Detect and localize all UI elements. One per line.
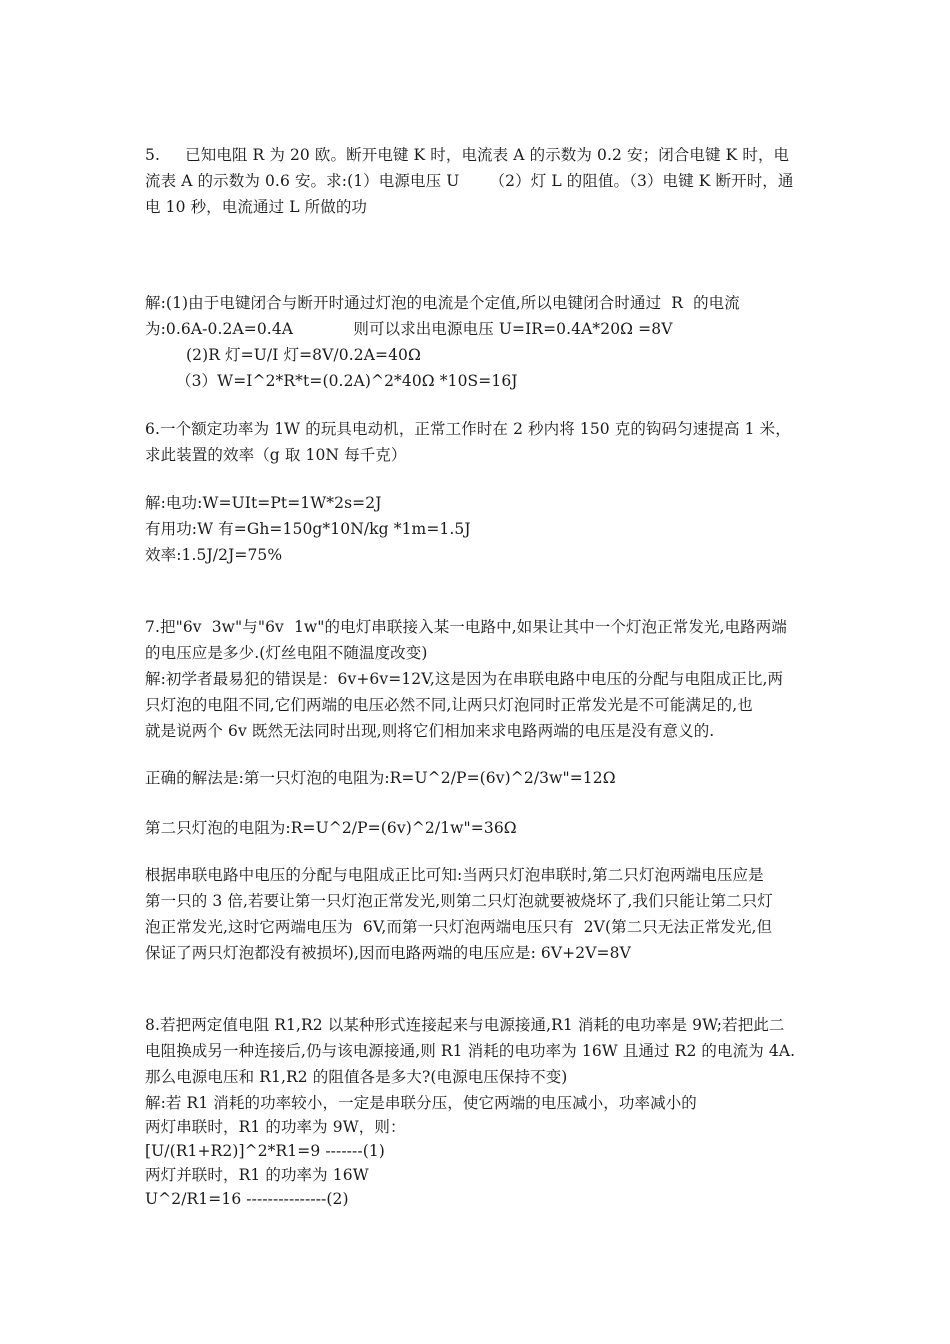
solution-7-line-5: 第二只灯泡的电阻为:R=U^2/P=(6v)^2/1w"=36Ω: [145, 819, 517, 837]
solution-7-line-7: 第一只的 3 倍,若要让第一只灯泡正常发光,则第二只灯泡就要被烧坏了,我们只能让第二只灯: [145, 892, 773, 910]
solution-8-line-5: U^2/R1=16 ---------------(2): [145, 1190, 349, 1208]
solution-7-line-4: 正确的解法是:第一只灯泡的电阻为:R=U^2/P=(6v)^2/3w"=12Ω: [145, 769, 616, 787]
solution-8-line-4: 两灯并联时，R1 的功率为 16W: [145, 1166, 369, 1184]
solution-6-line-3: 效率:1.5J/2J=75%: [145, 546, 283, 564]
problem-5-line-1: 5. 已知电阻 R 为 20 欧。断开电键 K 时，电流表 A 的示数为 0.2 安；闭合电键 K 时，电: [145, 146, 790, 164]
solution-7-line-1: 解:初学者最易犯的错误是：6v+6v=12V,这是因为在串联电路中电压的分配与电阻成正比,两: [145, 670, 784, 688]
problem-5-line-2: 流表 A 的示数为 0.6 安。求:(1）电源电压 U （2）灯 L 的阻值。（3）电键 K 断开时，通: [145, 172, 794, 190]
solution-8-line-3: [U/(R1+R2)]^2*R1=9 -------(1): [145, 1142, 385, 1160]
problem-6-line-1: 6.一个额定功率为 1W 的玩具电动机，正常工作时在 2 秒内将 150 克的钩码匀速提高 1 米，: [145, 420, 791, 438]
solution-7-line-6: 根据串联电路中电压的分配与电阻成正比可知:当两只灯泡串联时,第二只灯泡两端电压应是: [145, 866, 764, 884]
problem-8-line-2: 电阻换成另一种连接后,仍与该电源接通,则 R1 消耗的电功率为 16W 且通过 R2 的电流为 4A.: [145, 1042, 796, 1060]
solution-7-line-8: 泡正常发光,这时它两端电压为 6V,而第一只灯泡两端电压只有 2V(第二只无法正常发光,但: [145, 918, 773, 936]
problem-7-line-2: 的电压应是多少.(灯丝电阻不随温度改变): [145, 644, 428, 662]
problem-5-line-3: 电 10 秒，电流通过 L 所做的功: [145, 198, 368, 216]
solution-6-line-2: 有用功:W 有=Gh=150g*10N/kg *1m=1.5J: [145, 520, 471, 538]
solution-8-line-1: 解:若 R1 消耗的功率较小，一定是串联分压，使它两端的电压减小，功率减小的: [145, 1094, 697, 1112]
solution-5-line-2: 为:0.6A-0.2A=0.4A 则可以求出电源电压 U=IR=0.4A*20Ω =8V: [145, 320, 673, 338]
solution-6-line-1: 解:电功:W=UIt=Pt=1W*2s=2J: [145, 494, 382, 512]
problem-7-line-1: 7.把"6v 3w"与"6v 1w"的电灯串联接入某一电路中,如果让其中一个灯泡正常发光,电路两端: [145, 618, 787, 636]
problem-8-line-1: 8.若把两定值电阻 R1,R2 以某种形式连接起来与电源接通,R1 消耗的电功率是 9W;若把此二: [145, 1016, 785, 1034]
solution-5-line-1: 解:(1)由于电键闭合与断开时通过灯泡的电流是个定值,所以电键闭合时通过 R 的电流: [145, 294, 740, 312]
solution-7-line-2: 只灯泡的电阻不同,它们两端的电压必然不同,让两只灯泡同时正常发光是不可能满足的,也: [145, 696, 753, 714]
problem-6-line-2: 求此装置的效率（g 取 10N 每千克）: [145, 446, 407, 464]
solution-7-line-9: 保证了两只灯泡都没有被损坏),因而电路两端的电压应是: 6V+2V=8V: [145, 944, 631, 962]
problem-8-line-3: 那么电源电压和 R1,R2 的阻值各是多大?(电源电压保持不变): [145, 1068, 568, 1086]
solution-5-line-4: （3）W=I^2*R*t=(0.2A)^2*40Ω *10S=16J: [176, 372, 518, 390]
solution-8-line-2: 两灯串联时，R1 的功率为 9W，则：: [145, 1118, 406, 1136]
solution-7-line-3: 就是说两个 6v 既然无法同时出现,则将它们相加来求电路两端的电压是没有意义的.: [145, 722, 715, 740]
solution-5-line-3: (2)R 灯=U/I 灯=8V/0.2A=40Ω: [186, 346, 421, 364]
